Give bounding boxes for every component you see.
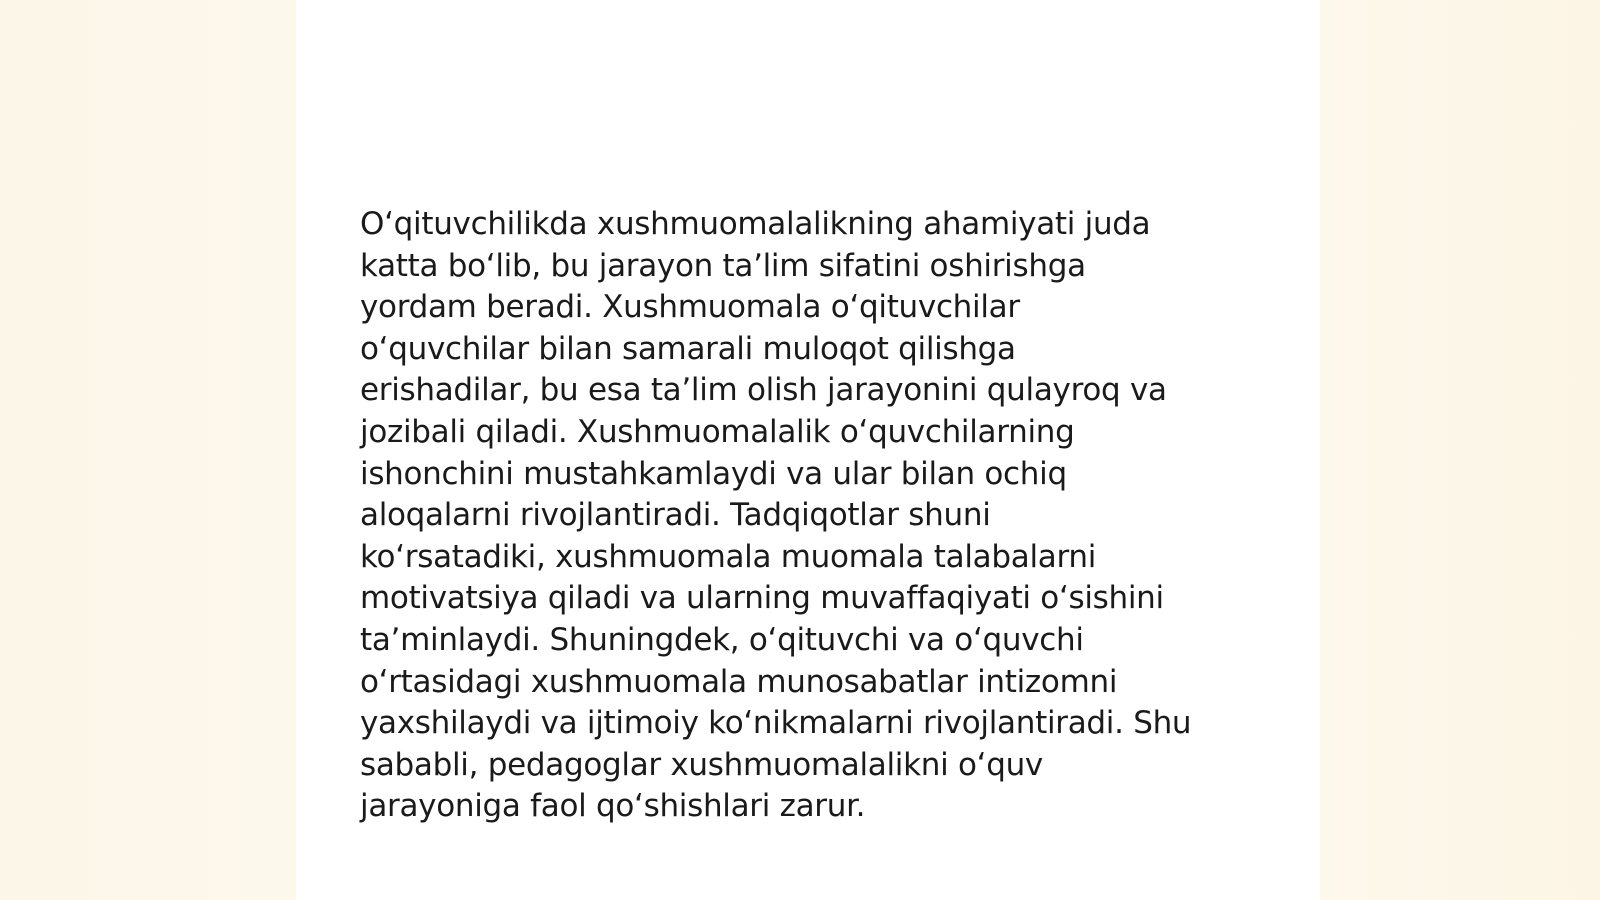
paragraph-line: yaxshilaydi va ijtimoiy ko‘nikmalarni rivojlantiradi. Shu	[360, 705, 1192, 742]
paragraph-line: ko‘rsatadiki, xushmuomala muomala talabalarni	[360, 538, 1097, 575]
paragraph-line: sababli, pedagoglar xushmuomalalikni o‘quv	[360, 746, 1043, 783]
paragraph-line: jozibali qiladi. Xushmuomalalik o‘quvchilarning	[360, 413, 1075, 450]
paragraph-line: yordam beradi. Xushmuomala o‘qituvchilar	[360, 289, 1020, 326]
paragraph-line: motivatsiya qiladi va ularning muvaffaqiyati o‘sishini	[360, 580, 1164, 617]
paragraph-line: jarayoniga faol qo‘shishlari zarur.	[360, 788, 866, 825]
paragraph-line: katta bo‘lib, bu jarayon ta’lim sifatini oshirishga	[360, 247, 1086, 284]
paragraph-line: o‘quvchilar bilan samarali muloqot qilishga	[360, 330, 1016, 367]
slide-body-paragraph	[360, 204, 1240, 828]
paragraph-line: o‘rtasidagi xushmuomala munosabatlar intizomni	[360, 663, 1118, 700]
slide-panel	[296, 0, 1320, 900]
paragraph-line: ta’minlaydi. Shuningdek, o‘qituvchi va o‘quvchi	[360, 621, 1084, 658]
paragraph-line: erishadilar, bu esa ta’lim olish jarayonini qulayroq va	[360, 372, 1167, 409]
paragraph-line: aloqalarni rivojlantiradi. Tadqiqotlar shuni	[360, 497, 991, 534]
paragraph-line: ishonchini mustahkamlaydi va ular bilan ochiq	[360, 455, 1067, 492]
paragraph-line: O‘qituvchilikda xushmuomalalikning ahamiyati juda	[360, 206, 1151, 242]
